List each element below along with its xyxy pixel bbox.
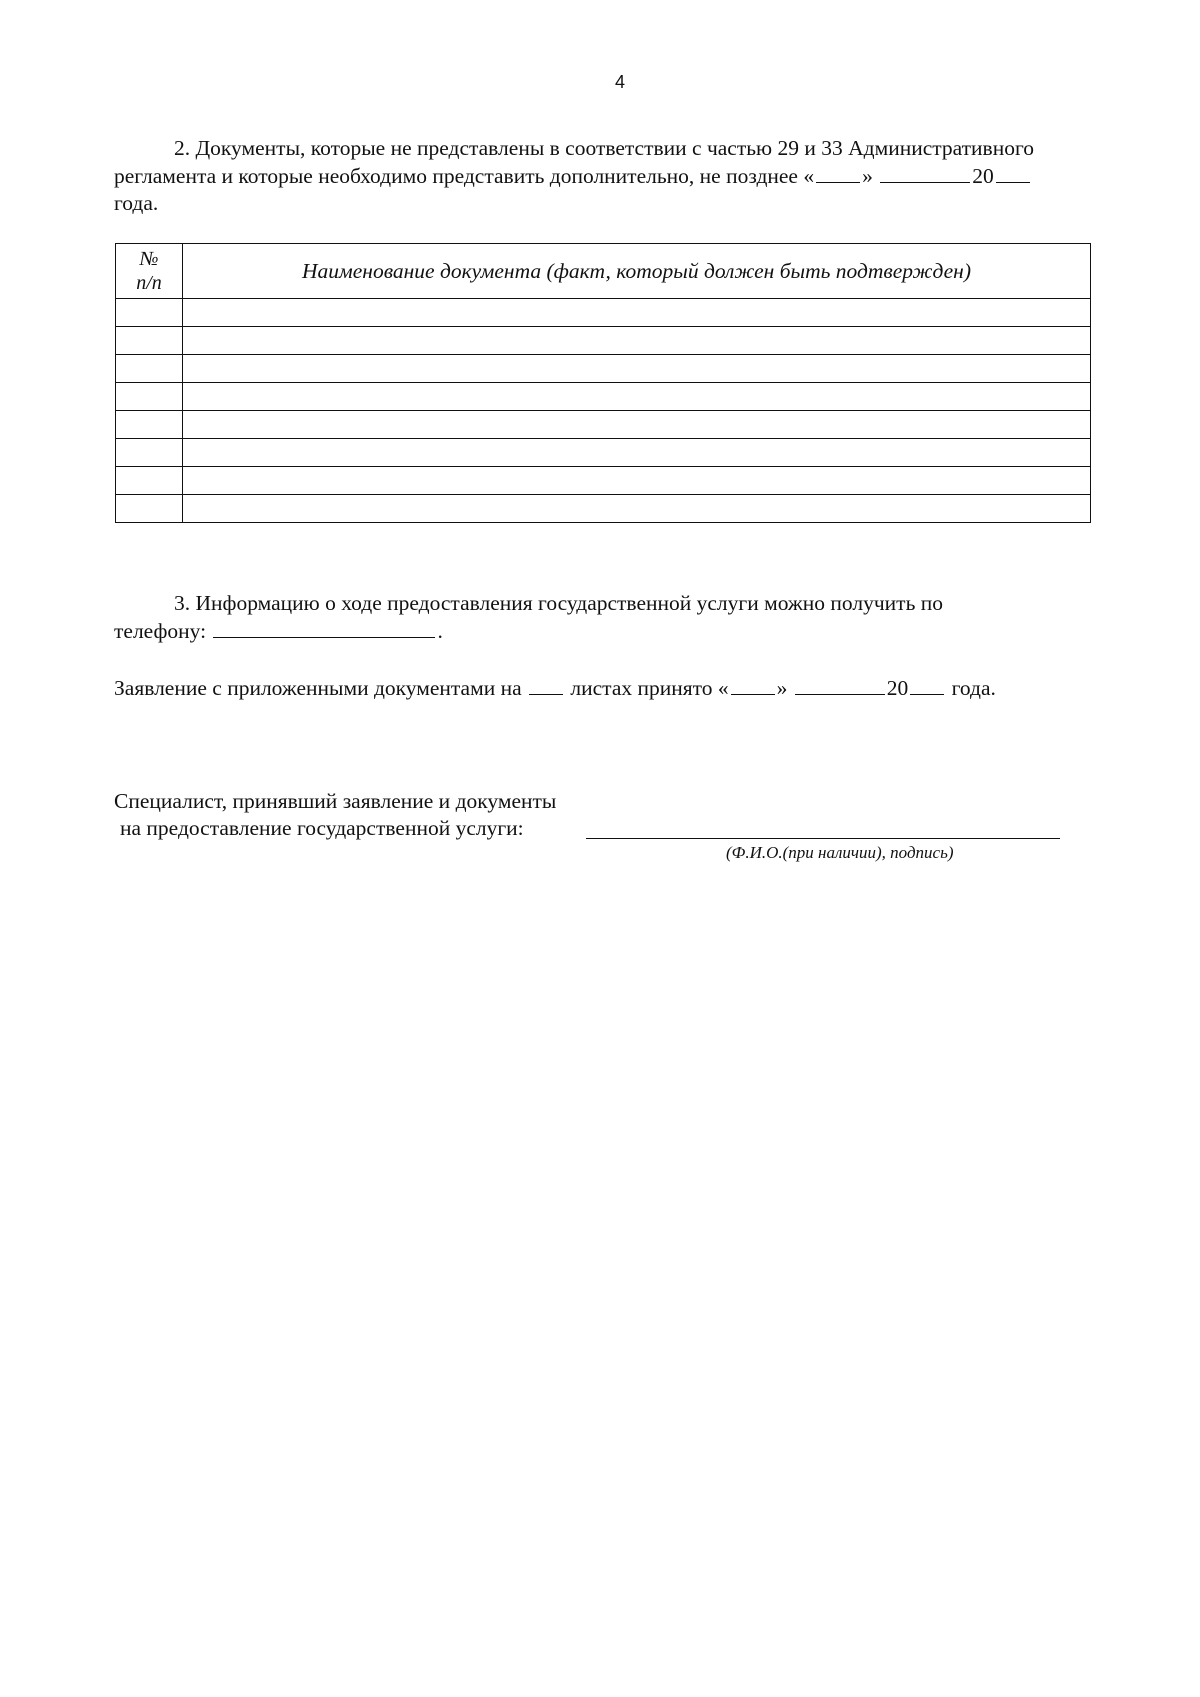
table-cell-number[interactable]	[116, 467, 183, 495]
section-3-line2-suffix: .	[437, 619, 443, 643]
table-cell-number[interactable]	[116, 327, 183, 355]
table-cell-document[interactable]	[183, 495, 1091, 523]
table-cell-number[interactable]	[116, 411, 183, 439]
signature-line[interactable]	[586, 838, 1060, 839]
received-month-blank[interactable]	[795, 674, 885, 695]
table-header-row	[116, 244, 1091, 299]
table-cell-document[interactable]	[183, 439, 1091, 467]
received-year-prefix: 20	[886, 676, 909, 700]
documents-table	[115, 243, 1091, 523]
day-blank[interactable]	[816, 162, 860, 183]
section-3-paragraph	[114, 590, 1134, 645]
table-row	[116, 495, 1091, 523]
table-cell-document[interactable]	[183, 383, 1091, 411]
table-row	[116, 299, 1091, 327]
signature-label-line1: Специалист, принявший заявление и документы	[114, 789, 557, 813]
table-cell-number[interactable]	[116, 299, 183, 327]
table-cell-document[interactable]	[183, 355, 1091, 383]
table-cell-document[interactable]	[183, 467, 1091, 495]
signature-label-line2: на предоставление государственной услуги:	[120, 816, 524, 840]
section-3-line2-prefix: телефону:	[114, 619, 207, 643]
table-row	[116, 439, 1091, 467]
section-3-line1: 3. Информацию о ходе предоставления государственной услуги можно получить по	[174, 591, 944, 615]
table-cell-number[interactable]	[116, 495, 183, 523]
signature-label	[114, 788, 556, 842]
table-cell-document[interactable]	[183, 299, 1091, 327]
section-2-paragraph	[114, 135, 1134, 217]
received-quote-close: »	[776, 676, 788, 700]
section-2-line3: года.	[114, 191, 159, 215]
header-number	[116, 244, 183, 299]
signature-caption: (Ф.И.О.(при наличии), подпись)	[726, 843, 954, 862]
received-prefix: Заявление с приложенными документами на	[114, 676, 522, 700]
section-2-line2-mid: »	[862, 164, 873, 188]
received-suffix: года.	[951, 676, 996, 700]
month-blank[interactable]	[880, 162, 970, 183]
year-blank[interactable]	[996, 162, 1030, 183]
page-number: 4	[614, 72, 625, 92]
header-document-name: Наименование документа (факт, который должен быть подтвержден)	[183, 244, 1091, 299]
section-2-line2-prefix: регламента и которые необходимо представить дополнительно, не позднее «	[114, 164, 815, 188]
received-mid: листах принято «	[570, 676, 729, 700]
table-row	[116, 467, 1091, 495]
table-cell-number[interactable]	[116, 383, 183, 411]
header-number-sign: №	[139, 248, 159, 270]
header-number-abbrev: п/п	[136, 272, 162, 294]
table-row	[116, 383, 1091, 411]
section-2-year-prefix: 20	[972, 164, 994, 188]
table-row	[116, 327, 1091, 355]
table-cell-document[interactable]	[183, 411, 1091, 439]
section-2-line1: 2. Документы, которые не представлены в соответствии с частью 29 и 33 Административного	[174, 136, 1034, 160]
table-cell-document[interactable]	[183, 327, 1091, 355]
received-day-blank[interactable]	[731, 674, 775, 695]
table-cell-number[interactable]	[116, 355, 183, 383]
table-row	[116, 355, 1091, 383]
sheets-count-blank[interactable]	[529, 674, 563, 695]
phone-blank[interactable]	[213, 617, 435, 638]
table-cell-number[interactable]	[116, 439, 183, 467]
received-year-blank[interactable]	[910, 674, 944, 695]
received-statement	[114, 674, 996, 702]
table-row	[116, 411, 1091, 439]
